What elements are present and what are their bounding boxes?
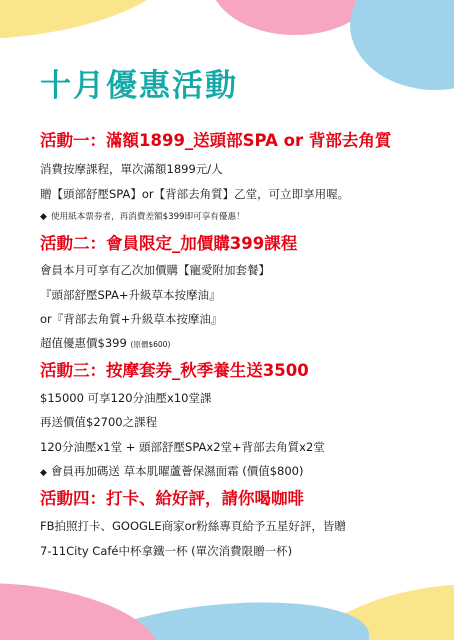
activity4-line2: 7-11City Café中杯拿鐵一杯 (單次消費限贈一杯) — [40, 544, 293, 558]
activity2-line1: 會員本月可享有乙次加價購【寵愛附加套餐】 — [40, 263, 270, 277]
activity3-line1: $15000 可享120分油壓x10堂課 — [40, 391, 212, 405]
activity4-line1: FB拍照打卡、GOOGLE商家or粉絲專頁給予五星好評，皆贈 — [40, 519, 346, 533]
decor-pink-blob-bottom-left — [0, 571, 165, 640]
activity2-line4: 超值優惠價$399 — [40, 336, 127, 350]
decor-yellow-blob-top-left — [0, 0, 175, 54]
page-title: 十月優惠活動 — [40, 68, 238, 104]
activity2-heading: 活動二：會員限定_加價購399課程 — [40, 234, 298, 253]
diamond-bullet-icon: ◆ — [40, 212, 47, 222]
activity3-line4-row — [40, 463, 303, 479]
activity3-line3: 120分油壓x1堂 + 頭部舒壓SPAx2堂+背部去角質x2堂 — [40, 440, 325, 454]
activity1-heading: 活動一：滿額1899_送頭部SPA or 背部去角質 — [40, 131, 392, 150]
diamond-bullet-icon: ◆ — [40, 468, 47, 478]
activity1-line3-row — [40, 210, 245, 222]
activity3-line2: 再送價值$2700之課程 — [40, 415, 158, 429]
activity2-original-price: (原價$600) — [130, 340, 171, 349]
activity4-heading: 活動四：打卡、給好評，請你喝咖啡 — [40, 489, 304, 508]
activity2-line4-row — [40, 335, 170, 351]
activity2-line3: or『背部去角質+升級草本按摩油』 — [40, 312, 223, 326]
activity1-line3: 使用紙本票券者，再消費差額$399即可享有優惠！ — [50, 212, 245, 222]
decor-blue-blob-top-right — [350, 0, 454, 90]
activity3-heading: 活動三：按摩套券_秋季養生送3500 — [40, 361, 309, 380]
activity1-line2: 贈【頭部舒壓SPA】or【背部去角質】乙堂，可立即享用喔。 — [40, 187, 350, 201]
activity2-line2: 『頭部舒壓SPA+升級草本按摩油』 — [40, 288, 221, 302]
activity3-line4: 會員再加碼送 草本肌曜蘆薈保濕面霜 (價值$800) — [50, 464, 304, 478]
activity1-line1: 消費按摩課程，單次滿額1899元/人 — [40, 162, 223, 176]
